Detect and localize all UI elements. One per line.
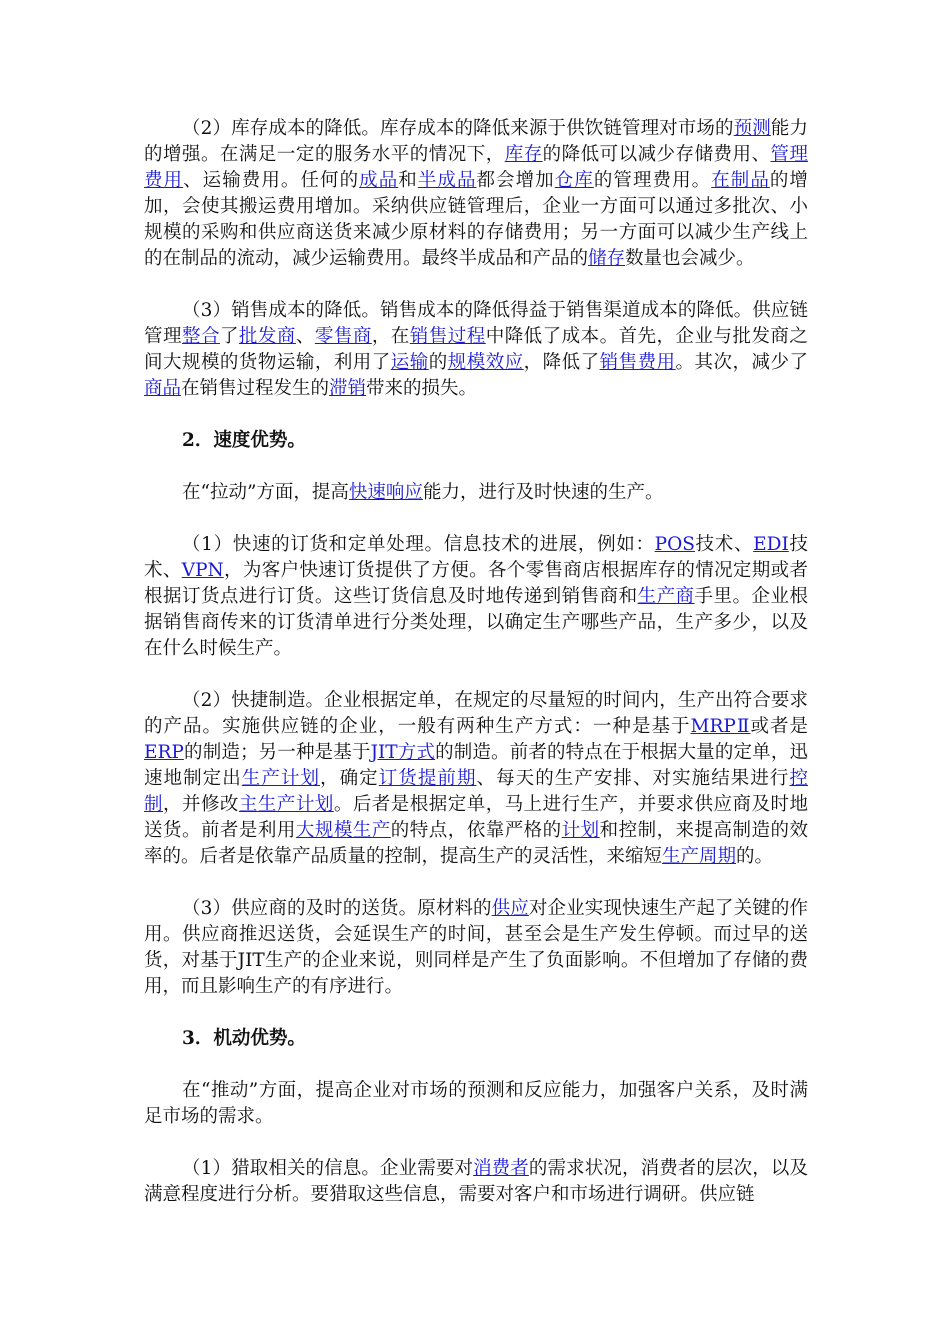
text-run: 的需求状况，消费者的层次，以及满意程度进行分析。要猎取这些信息，需要对客户和市场进行调研。供应链 — [144, 1158, 808, 1205]
term-link[interactable]: 控制 — [144, 768, 808, 815]
text-run: ，为客户快速订货提供了方便。各个零售商店根据库存的情况定期或者根据订货点进行订货。这些订货信息及时地传递到销售商和 — [144, 560, 808, 607]
term-link[interactable]: VPN — [181, 560, 224, 581]
term-link[interactable]: 滞销 — [329, 378, 367, 399]
section-heading — [144, 428, 808, 454]
term-link[interactable]: 成品 — [359, 170, 399, 191]
term-link[interactable]: 运输 — [390, 352, 429, 373]
section-heading — [144, 1026, 808, 1052]
text-run: 数量也会减少。 — [625, 248, 755, 269]
text-run: 在“推动”方面，提高企业对市场的预测和反应能力，加强客户关系，及时满足市场的需求。 — [144, 1080, 808, 1127]
text-run: 。后者是根据定单，马上进行生产，并要求供应商及时地送货。前者是利用 — [144, 794, 808, 841]
term-link[interactable]: 库存 — [504, 144, 543, 165]
text-run: 和 — [398, 170, 418, 191]
text-run: （2）快捷制造。企业根据定单，在规定的尽量短的时间内，生产出符合要求的产品。实施供应链的企业，一般有两种生产方式：一种是基于 — [144, 690, 808, 737]
text-run: （3）销售成本的降低。销售成本的降低得益于销售渠道成本的降低。供应链管理 — [144, 300, 808, 347]
text-run: 能力的增强。在满足一定的服务水平的情况下， — [144, 118, 808, 165]
term-link[interactable]: 大规模生产 — [295, 820, 391, 841]
term-link[interactable]: 零售商 — [314, 326, 372, 347]
term-link[interactable]: 商品 — [144, 378, 182, 399]
term-link[interactable]: 整合 — [181, 326, 220, 347]
term-link[interactable]: 销售费用 — [599, 352, 676, 373]
text-run: 的特点，依靠严格的 — [390, 820, 562, 841]
term-link[interactable]: 生产周期 — [662, 846, 737, 867]
text-run: 对企业实现快速生产起了关键的作用。供应商推迟送货，会延误生产的时间，甚至会是生产发生停顿。而过早的送货，对基于JIT生产的企业来说，则同样是产生了负面影响。不但增加了存储的费用，而且影响生产的有序进行。 — [144, 898, 808, 997]
text-run: （2）库存成本的降低。库存成本的降低来源于供饮链管理对市场的 — [182, 118, 734, 139]
term-link[interactable]: JIT方式 — [370, 742, 436, 763]
term-link[interactable]: 储存 — [588, 248, 626, 269]
text-run: 。其次，减少了 — [675, 352, 808, 373]
text-run: 的增加，会使其搬运费用增加。采纳供应链管理后，企业一方面可以通过多批次、小规模的采购和供应商送货来减少原材料的存储费用；另一方面可以减少生产线上的在制品的流动，减少运输费用。最终半成品和产品的 — [144, 170, 808, 269]
text-run: 或者是 — [750, 716, 808, 737]
document-body — [144, 116, 808, 1234]
paragraph — [144, 116, 808, 272]
term-link[interactable]: 在制品 — [711, 170, 770, 191]
term-link[interactable]: POS — [654, 534, 695, 555]
term-link[interactable]: 订货提前期 — [378, 768, 477, 789]
text-run: 手里。企业根据销售商传来的订货清单进行分类处理，以确定生产哪些产品，生产多少，以及在什么时候生产。 — [144, 586, 808, 659]
text-run: 都会增加 — [476, 170, 555, 191]
term-link[interactable]: EDI — [753, 534, 789, 555]
text-run: （3）供应商的及时的送货。原材料的 — [182, 898, 492, 919]
text-run: ，在 — [371, 326, 410, 347]
text-run: 能力，进行及时快速的生产。 — [422, 482, 664, 503]
text-run: 、每天的生产安排、对实施结果进行 — [476, 768, 790, 789]
text-run: 、运输费用。任何的 — [183, 170, 360, 191]
text-run: 2．速度优势。 — [182, 430, 306, 451]
term-link[interactable]: 生产商 — [637, 586, 695, 607]
text-run: 了 — [219, 326, 239, 347]
text-run: 在“拉动”方面，提高 — [182, 482, 349, 503]
term-link[interactable]: 快速响应 — [348, 482, 423, 503]
text-run: 在销售过程发生的 — [181, 378, 330, 399]
text-run: 的制造；另一种是基于 — [183, 742, 371, 763]
text-run: 中降低了成本。首先，企业与批发商之间大规模的货物运输，利用了 — [144, 326, 808, 373]
text-run: ，并修改 — [162, 794, 239, 815]
text-run: （1）快速的订货和定单处理。信息技术的进展，例如： — [182, 534, 655, 555]
term-link[interactable]: 管理费用 — [144, 144, 808, 191]
text-run: 的。 — [736, 846, 774, 867]
term-link[interactable]: 销售过程 — [409, 326, 486, 347]
term-link[interactable]: 供应 — [491, 898, 529, 919]
term-link[interactable]: 预测 — [733, 118, 771, 139]
text-run: 带来的损失。 — [366, 378, 478, 399]
paragraph — [144, 896, 808, 1000]
term-link[interactable]: 主生产计划 — [238, 794, 334, 815]
text-run: （1）猎取相关的信息。企业需要对 — [182, 1158, 474, 1179]
text-run: 、 — [295, 326, 315, 347]
text-run: 3．机动优势。 — [182, 1028, 306, 1049]
term-link[interactable]: 批发商 — [238, 326, 296, 347]
term-link[interactable]: 生产计划 — [241, 768, 321, 789]
text-run: 的制造。前者的特点在于根据大量的定单，迅速地制定出 — [144, 742, 808, 789]
term-link[interactable]: ERP — [144, 742, 184, 763]
paragraph — [144, 480, 808, 506]
term-link[interactable]: 规模效应 — [447, 352, 524, 373]
paragraph — [144, 688, 808, 870]
text-run: 的 — [428, 352, 448, 373]
term-link[interactable]: MRPⅡ — [690, 716, 751, 737]
text-run: ，降低了 — [523, 352, 600, 373]
term-link[interactable]: 仓库 — [554, 170, 594, 191]
paragraph — [144, 1156, 808, 1208]
text-run: 和控制，来提高制造的效率的。后者是依靠产品质量的控制，提高生产的灵活性，来缩短 — [144, 820, 808, 867]
paragraph — [144, 298, 808, 402]
text-run: ，确定 — [320, 768, 379, 789]
text-run: 技术、 — [694, 534, 754, 555]
paragraph — [144, 532, 808, 662]
text-run: 的管理费用。 — [593, 170, 712, 191]
term-link[interactable]: 计划 — [561, 820, 600, 841]
term-link[interactable]: 消费者 — [473, 1158, 529, 1179]
text-run: 的降低可以减少存储费用、 — [542, 144, 771, 165]
text-run: 技术、 — [144, 534, 808, 581]
term-link[interactable]: 半成品 — [417, 170, 477, 191]
paragraph — [144, 1078, 808, 1130]
